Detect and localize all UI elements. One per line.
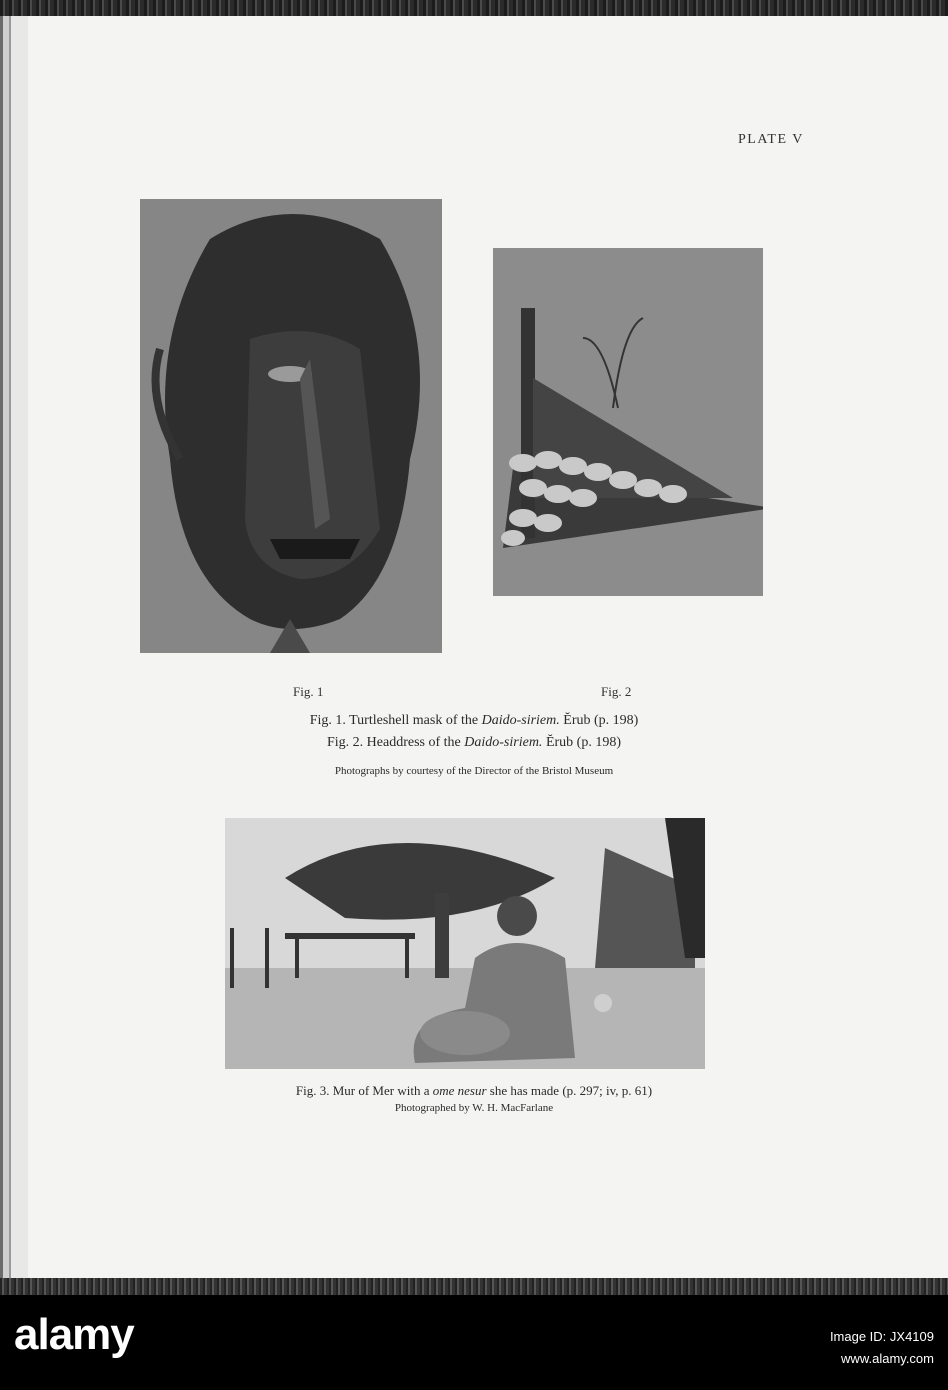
stock-logo: alamy <box>14 1310 134 1359</box>
caption-fig1: Fig. 1. Turtleshell mask of the Daido-siriem. Ĕrub (p. 198) <box>309 713 639 728</box>
fig1-mask-photo <box>140 199 442 653</box>
village-scene-illustration <box>225 818 705 1069</box>
stock-footer-bar <box>0 1295 948 1390</box>
stock-image-id: Image ID: JX4109 <box>829 1329 934 1344</box>
stock-meta <box>830 1326 934 1370</box>
stock-site-link[interactable]: www.alamy.com <box>841 1351 934 1366</box>
photo-credit-macfarlane: Photographed by W. H. MacFarlane <box>394 1102 554 1114</box>
fig2-label: Fig. 2 <box>601 684 632 699</box>
scan-bottom-edge <box>0 1278 948 1295</box>
scan-top-edge <box>0 0 948 16</box>
fig1-label: Fig. 1 <box>293 684 324 699</box>
caption-fig3: Fig. 3. Mur of Mer with a ome nesur she has made (p. 297; iv, p. 61) <box>295 1083 653 1098</box>
caption-fig2: Fig. 2. Headdress of the Daido-siriem. Ĕrub (p. 198) <box>327 735 621 750</box>
fig3-woman-photo <box>225 818 705 1069</box>
plate-label: PLATE V <box>738 132 804 147</box>
headdress-illustration <box>493 248 763 596</box>
photo-credit-bristol: Photographs by courtesy of the Director of the Bristol Museum <box>334 765 614 777</box>
mask-illustration <box>140 199 442 653</box>
fig2-headdress-photo <box>493 248 763 596</box>
